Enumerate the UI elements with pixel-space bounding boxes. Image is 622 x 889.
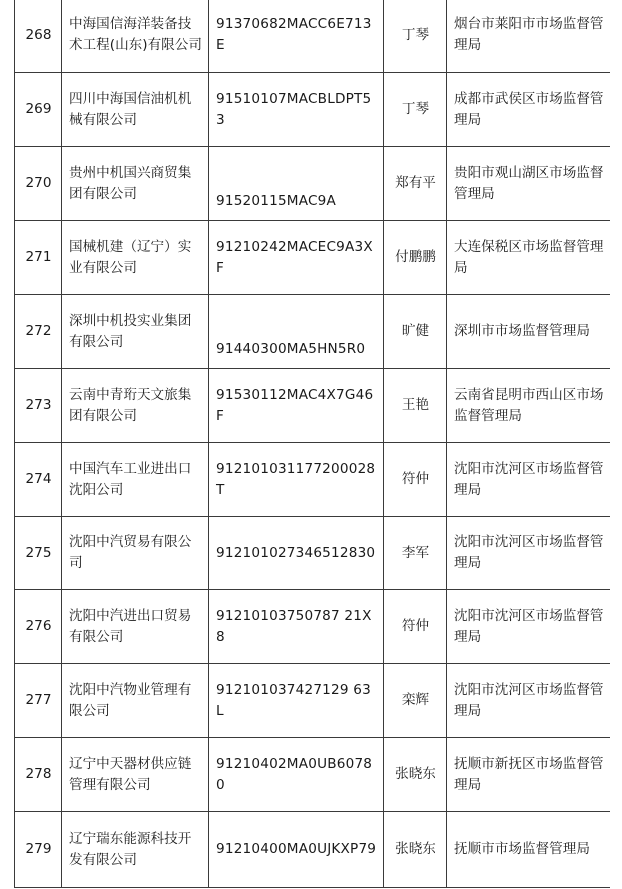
company-name: 国械机建（辽宁）实业有限公司 <box>62 221 209 295</box>
table-row <box>15 73 611 147</box>
credit-code: 91370682MACC6E713E <box>209 0 384 73</box>
credit-code: 91440300MA5HN5R0 <box>209 295 384 369</box>
registration-authority: 抚顺市新抚区市场监督管理局 <box>447 738 611 812</box>
credit-code: 91210242MACEC9A3XF <box>209 221 384 295</box>
table-row <box>15 0 611 73</box>
registry-table-frame <box>14 0 610 889</box>
row-number: 272 <box>15 295 62 369</box>
registration-authority: 大连保税区市场监督管理局 <box>447 221 611 295</box>
row-number: 279 <box>15 812 62 888</box>
company-name: 中国汽车工业进出口沈阳公司 <box>62 443 209 517</box>
credit-code: 91210103750787 21X8 <box>209 590 384 664</box>
row-number: 276 <box>15 590 62 664</box>
legal-representative: 丁琴 <box>384 73 447 147</box>
legal-representative: 栾辉 <box>384 664 447 738</box>
credit-code: 912101031177200028T <box>209 443 384 517</box>
row-number: 273 <box>15 369 62 443</box>
table-row <box>15 295 611 369</box>
credit-code: 91510107MACBLDPT53 <box>209 73 384 147</box>
company-name: 沈阳中汽物业管理有限公司 <box>62 664 209 738</box>
legal-representative: 付鹏鹏 <box>384 221 447 295</box>
registration-authority: 抚顺市市场监督管理局 <box>447 812 611 888</box>
registration-authority: 沈阳市沈河区市场监督管理局 <box>447 590 611 664</box>
company-name: 四川中海国信油机机械有限公司 <box>62 73 209 147</box>
company-name: 中海国信海洋装备技术工程(山东)有限公司 <box>62 0 209 73</box>
row-number: 277 <box>15 664 62 738</box>
legal-representative: 符仲 <box>384 590 447 664</box>
registration-authority: 沈阳市沈河区市场监督管理局 <box>447 664 611 738</box>
company-name: 沈阳中汽进出口贸易有限公司 <box>62 590 209 664</box>
table-row <box>15 738 611 812</box>
legal-representative: 张晓东 <box>384 812 447 888</box>
credit-code: 91520115MAC9A <box>209 147 384 221</box>
company-name: 辽宁瑞东能源科技开发有限公司 <box>62 812 209 888</box>
table-row <box>15 221 611 295</box>
registration-authority: 沈阳市沈河区市场监督管理局 <box>447 517 611 590</box>
legal-representative: 旷健 <box>384 295 447 369</box>
company-name: 深圳中机投实业集团有限公司 <box>62 295 209 369</box>
legal-representative: 丁琴 <box>384 0 447 73</box>
registration-authority: 贵阳市观山湖区市场监督管理局 <box>447 147 611 221</box>
table-row <box>15 590 611 664</box>
row-number: 278 <box>15 738 62 812</box>
row-number: 269 <box>15 73 62 147</box>
row-number: 274 <box>15 443 62 517</box>
table-row <box>15 812 611 888</box>
row-number: 271 <box>15 221 62 295</box>
credit-code: 91530112MAC4X7G46F <box>209 369 384 443</box>
table-row <box>15 147 611 221</box>
table-row <box>15 369 611 443</box>
table-row <box>15 443 611 517</box>
credit-code: 91210402MA0UB60780 <box>209 738 384 812</box>
registration-authority: 沈阳市沈河区市场监督管理局 <box>447 443 611 517</box>
credit-code: 91210400MA0UJKXP79 <box>209 812 384 888</box>
row-number: 268 <box>15 0 62 73</box>
registration-authority: 成都市武侯区市场监督管理局 <box>447 73 611 147</box>
table-row <box>15 517 611 590</box>
credit-code: 912101037427129 63L <box>209 664 384 738</box>
credit-code: 912101027346512830 <box>209 517 384 590</box>
company-name: 辽宁中天器材供应链管理有限公司 <box>62 738 209 812</box>
legal-representative: 王艳 <box>384 369 447 443</box>
table-row <box>15 664 611 738</box>
legal-representative: 符仲 <box>384 443 447 517</box>
legal-representative: 郑有平 <box>384 147 447 221</box>
registration-authority: 深圳市市场监督管理局 <box>447 295 611 369</box>
company-name: 贵州中机国兴商贸集团有限公司 <box>62 147 209 221</box>
company-name: 云南中青珩天文旅集团有限公司 <box>62 369 209 443</box>
legal-representative: 李军 <box>384 517 447 590</box>
registration-authority: 烟台市莱阳市市场监督管理局 <box>447 0 611 73</box>
legal-representative: 张晓东 <box>384 738 447 812</box>
row-number: 270 <box>15 147 62 221</box>
row-number: 275 <box>15 517 62 590</box>
company-registry-table <box>14 0 610 888</box>
registration-authority: 云南省昆明市西山区市场监督管理局 <box>447 369 611 443</box>
company-name: 沈阳中汽贸易有限公司 <box>62 517 209 590</box>
